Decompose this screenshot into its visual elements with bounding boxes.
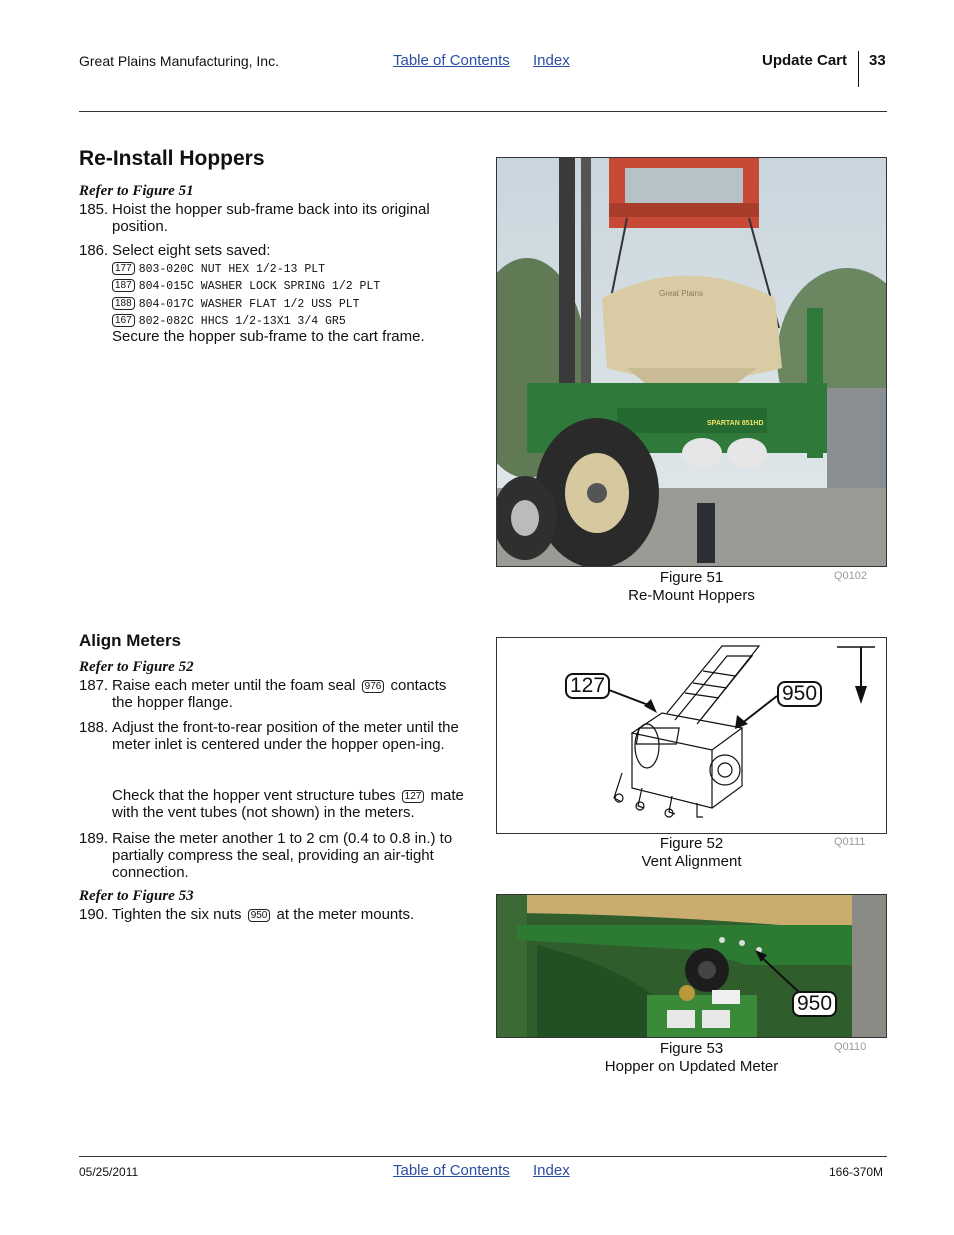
step-text: contacts the hopper flange.	[112, 677, 447, 711]
part-line	[112, 314, 346, 328]
figure-code: Q0102	[834, 570, 868, 582]
figure-52-caption	[496, 835, 887, 871]
subsection-title: Align Meters	[79, 631, 182, 650]
figure-label: Figure 53	[659, 1040, 724, 1057]
step-185	[79, 201, 471, 235]
step-190	[79, 906, 471, 923]
step-number: 186.	[79, 242, 109, 259]
step-186	[79, 242, 471, 259]
hopper-logo-text: Great Plains	[659, 289, 704, 298]
secure-text: Secure the hopper sub-frame to the cart frame.	[112, 328, 425, 345]
part-ref-badge: 188	[112, 297, 135, 310]
callout-950: 950	[792, 991, 837, 1017]
step-189	[79, 830, 471, 881]
figure-title: Re-Mount Hoppers	[628, 587, 755, 604]
step-text: Hoist the hopper sub-frame back into its original position.	[112, 201, 430, 235]
refer-figure-52: Refer to Figure 52	[79, 659, 194, 675]
figure-53-image	[496, 894, 887, 1038]
part-desc: 802-082C HHCS 1/2-13X1 3/4 GR5	[138, 315, 346, 328]
part-line	[112, 279, 380, 293]
figure-code: Q0111	[834, 836, 866, 848]
callout-950: 950	[777, 681, 822, 707]
step-number: 187.	[79, 677, 109, 694]
figure-title: Hopper on Updated Meter	[604, 1058, 779, 1075]
part-ref-badge: 187	[112, 279, 135, 292]
step-text: Raise the meter another 1 to 2 cm (0.4 to 0.8 in.) to partially compress the seal, providing an air-tight connection.	[112, 830, 453, 881]
check-text: Check that the hopper vent structure tubes	[112, 787, 396, 804]
footer-doc-number: 166-370M	[829, 1165, 884, 1179]
footer-index-link[interactable]: Index	[533, 1162, 570, 1179]
footer-toc-link[interactable]: Table of Contents	[393, 1162, 510, 1179]
part-line	[112, 262, 325, 276]
refer-figure-51: Refer to Figure 51	[79, 183, 194, 199]
part-ref-badge: 177	[112, 262, 135, 275]
check-text: mate with the vent tubes (not shown) in the meters.	[112, 787, 464, 821]
part-desc: 804-017C WASHER FLAT 1/2 USS PLT	[138, 298, 360, 311]
part-ref-badge: 950	[248, 909, 271, 922]
figure-code: Q0110	[834, 1041, 867, 1053]
page-number: 33	[869, 52, 886, 69]
figure-label: Figure 51	[659, 569, 724, 586]
step-text: Adjust the front-to-rear position of the meter until the meter inlet is centered under the hopper open-ing.	[112, 719, 459, 753]
step-text: Raise each meter until the foam seal	[112, 677, 356, 694]
part-ref-badge: 167	[112, 314, 135, 327]
header-divider	[858, 51, 859, 87]
header-toc-link[interactable]: Table of Contents	[393, 52, 510, 69]
hopper-photo-illustration	[497, 158, 887, 567]
part-desc: 804-015C WASHER LOCK SPRING 1/2 PLT	[138, 280, 381, 293]
part-ref-badge: 127	[402, 790, 425, 803]
step-188	[79, 719, 471, 753]
spartan-decal: SPARTAN 851HD	[707, 420, 764, 427]
figure-label: Figure 52	[659, 835, 724, 852]
vent-alignment-drawing	[497, 638, 887, 834]
company-name: Great Plains Manufacturing, Inc.	[79, 53, 279, 69]
header-index-link[interactable]: Index	[533, 52, 570, 69]
part-line	[112, 297, 360, 311]
callout-127: 127	[565, 673, 610, 699]
figure-51-caption	[496, 569, 887, 605]
step-number: 185.	[79, 201, 109, 218]
figure-51-image	[496, 157, 887, 567]
footer-rule	[79, 1156, 887, 1157]
part-desc: 803-020C NUT HEX 1/2-13 PLT	[138, 263, 326, 276]
header-rule	[79, 111, 887, 112]
figure-53-caption	[496, 1040, 887, 1076]
step-number: 188.	[79, 719, 109, 736]
step-number: 190.	[79, 906, 109, 923]
step-text: Select eight sets saved:	[112, 242, 271, 259]
chapter-title: Update Cart	[762, 52, 848, 69]
figure-title: Vent Alignment	[641, 853, 742, 870]
step-187	[79, 677, 471, 711]
part-ref-badge: 976	[362, 680, 385, 693]
refer-figure-53: Refer to Figure 53	[79, 888, 194, 904]
figure-52-image	[496, 637, 887, 834]
step-text: at the meter mounts.	[276, 906, 415, 923]
check-note	[79, 787, 471, 821]
footer-date: 05/25/2011	[79, 1165, 139, 1179]
step-number: 189.	[79, 830, 109, 847]
section-title: Re-Install Hoppers	[79, 147, 265, 170]
step-text: Tighten the six nuts	[112, 906, 242, 923]
